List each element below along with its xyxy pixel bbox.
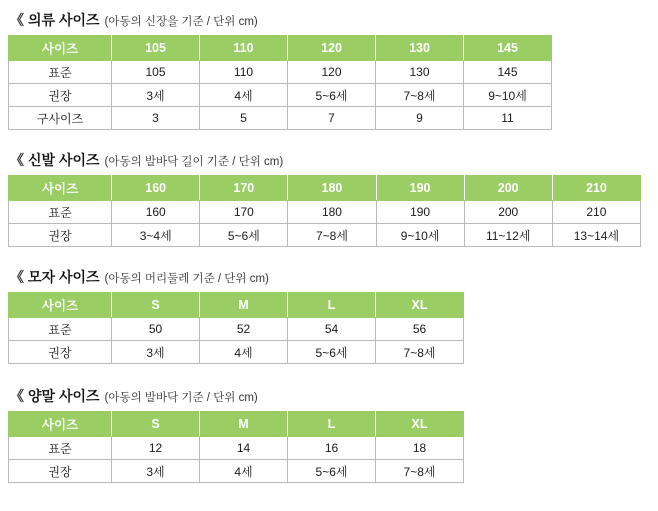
section-title-socks: 양말 사이즈 (28, 388, 100, 404)
table-hat (8, 292, 464, 364)
table-header-row (9, 412, 464, 437)
table-cell: 5~6세 (288, 341, 376, 364)
table-cell: 9~10세 (376, 224, 464, 247)
table-header-row (9, 176, 641, 201)
row-label: 표준 (9, 318, 112, 341)
section-hat (8, 267, 658, 364)
column-header: 210 (552, 176, 640, 201)
table-cell: 190 (376, 201, 464, 224)
row-label: 권장 (9, 460, 112, 483)
table-cell: 5 (200, 107, 288, 130)
column-header: XL (376, 293, 464, 318)
column-header: 사이즈 (9, 293, 112, 318)
table-cell: 56 (376, 318, 464, 341)
table-cell: 210 (552, 201, 640, 224)
column-header: 190 (376, 176, 464, 201)
table-row (9, 341, 464, 364)
row-label: 구사이즈 (9, 107, 112, 130)
table-cell: 13~14세 (552, 224, 640, 247)
column-header: 사이즈 (9, 412, 112, 437)
row-label: 표준 (9, 61, 112, 84)
table-cell: 54 (288, 318, 376, 341)
table-cell: 4세 (200, 460, 288, 483)
column-header: 170 (200, 176, 288, 201)
table-cell: 120 (288, 61, 376, 84)
column-header: XL (376, 412, 464, 437)
section-clothes (8, 10, 658, 130)
row-label: 표준 (9, 437, 112, 460)
chevron-right-icon: 《 (10, 12, 23, 28)
table-socks (8, 411, 464, 483)
table-row (9, 437, 464, 460)
table-cell: 7~8세 (376, 341, 464, 364)
chevron-right-icon: 《 (10, 269, 23, 285)
column-header: 사이즈 (9, 176, 112, 201)
row-label: 권장 (9, 224, 112, 247)
table-row (9, 224, 641, 247)
table-row (9, 318, 464, 341)
section-heading-clothes (10, 10, 658, 30)
table-cell: 170 (200, 201, 288, 224)
table-cell: 52 (200, 318, 288, 341)
column-header: L (288, 293, 376, 318)
spacer (8, 136, 658, 150)
table-cell: 110 (200, 61, 288, 84)
section-note-shoes: (아동의 발바닥 길이 기준 / 단위 cm) (104, 156, 284, 168)
table-cell: 50 (112, 318, 200, 341)
column-header: 130 (376, 36, 464, 61)
table-cell: 4세 (200, 341, 288, 364)
table-cell: 7~8세 (288, 224, 376, 247)
table-shoes (8, 175, 641, 247)
table-cell: 105 (112, 61, 200, 84)
column-header: 145 (464, 36, 552, 61)
table-cell: 18 (376, 437, 464, 460)
section-note-clothes: (아동의 신장을 기준 / 단위 cm) (104, 16, 258, 28)
section-heading-socks (10, 386, 658, 406)
section-title-shoes: 신발 사이즈 (28, 152, 100, 168)
section-note-hat: (아동의 머리둘레 기준 / 단위 cm) (104, 273, 269, 285)
section-shoes (8, 150, 658, 247)
row-label: 권장 (9, 341, 112, 364)
table-cell: 145 (464, 61, 552, 84)
spacer (8, 253, 658, 267)
section-note-socks: (아동의 발바닥 기준 / 단위 cm) (104, 392, 258, 404)
section-heading-shoes (10, 150, 658, 170)
column-header: 105 (112, 36, 200, 61)
column-header: 160 (112, 176, 200, 201)
table-cell: 7 (288, 107, 376, 130)
table-row (9, 84, 552, 107)
column-header: M (200, 293, 288, 318)
table-cell: 5~6세 (288, 460, 376, 483)
column-header: S (112, 412, 200, 437)
spacer (8, 370, 658, 386)
row-label: 권장 (9, 84, 112, 107)
section-heading-hat (10, 267, 658, 287)
column-header: 200 (464, 176, 552, 201)
table-cell: 5~6세 (288, 84, 376, 107)
column-header: 180 (288, 176, 376, 201)
table-cell: 5~6세 (200, 224, 288, 247)
chevron-right-icon: 《 (10, 152, 23, 168)
table-row (9, 61, 552, 84)
table-cell: 7~8세 (376, 84, 464, 107)
table-cell: 11~12세 (464, 224, 552, 247)
chevron-right-icon: 《 (10, 388, 23, 404)
column-header: L (288, 412, 376, 437)
table-row (9, 107, 552, 130)
column-header: M (200, 412, 288, 437)
column-header: 120 (288, 36, 376, 61)
table-cell: 3세 (112, 84, 200, 107)
column-header: 사이즈 (9, 36, 112, 61)
table-cell: 130 (376, 61, 464, 84)
table-cell: 3세 (112, 460, 200, 483)
row-label: 표준 (9, 201, 112, 224)
table-cell: 3~4세 (112, 224, 200, 247)
table-header-row (9, 36, 552, 61)
section-socks (8, 386, 658, 483)
table-clothes (8, 35, 552, 130)
table-cell: 16 (288, 437, 376, 460)
table-cell: 160 (112, 201, 200, 224)
table-cell: 3세 (112, 341, 200, 364)
section-title-clothes: 의류 사이즈 (28, 12, 100, 28)
table-cell: 9 (376, 107, 464, 130)
table-cell: 12 (112, 437, 200, 460)
table-cell: 7~8세 (376, 460, 464, 483)
column-header: 110 (200, 36, 288, 61)
table-cell: 3 (112, 107, 200, 130)
table-cell: 180 (288, 201, 376, 224)
column-header: S (112, 293, 200, 318)
table-cell: 200 (464, 201, 552, 224)
table-header-row (9, 293, 464, 318)
table-cell: 4세 (200, 84, 288, 107)
table-cell: 9~10세 (464, 84, 552, 107)
table-row (9, 201, 641, 224)
section-title-hat: 모자 사이즈 (28, 269, 100, 285)
table-row (9, 460, 464, 483)
table-cell: 14 (200, 437, 288, 460)
table-cell: 11 (464, 107, 552, 130)
